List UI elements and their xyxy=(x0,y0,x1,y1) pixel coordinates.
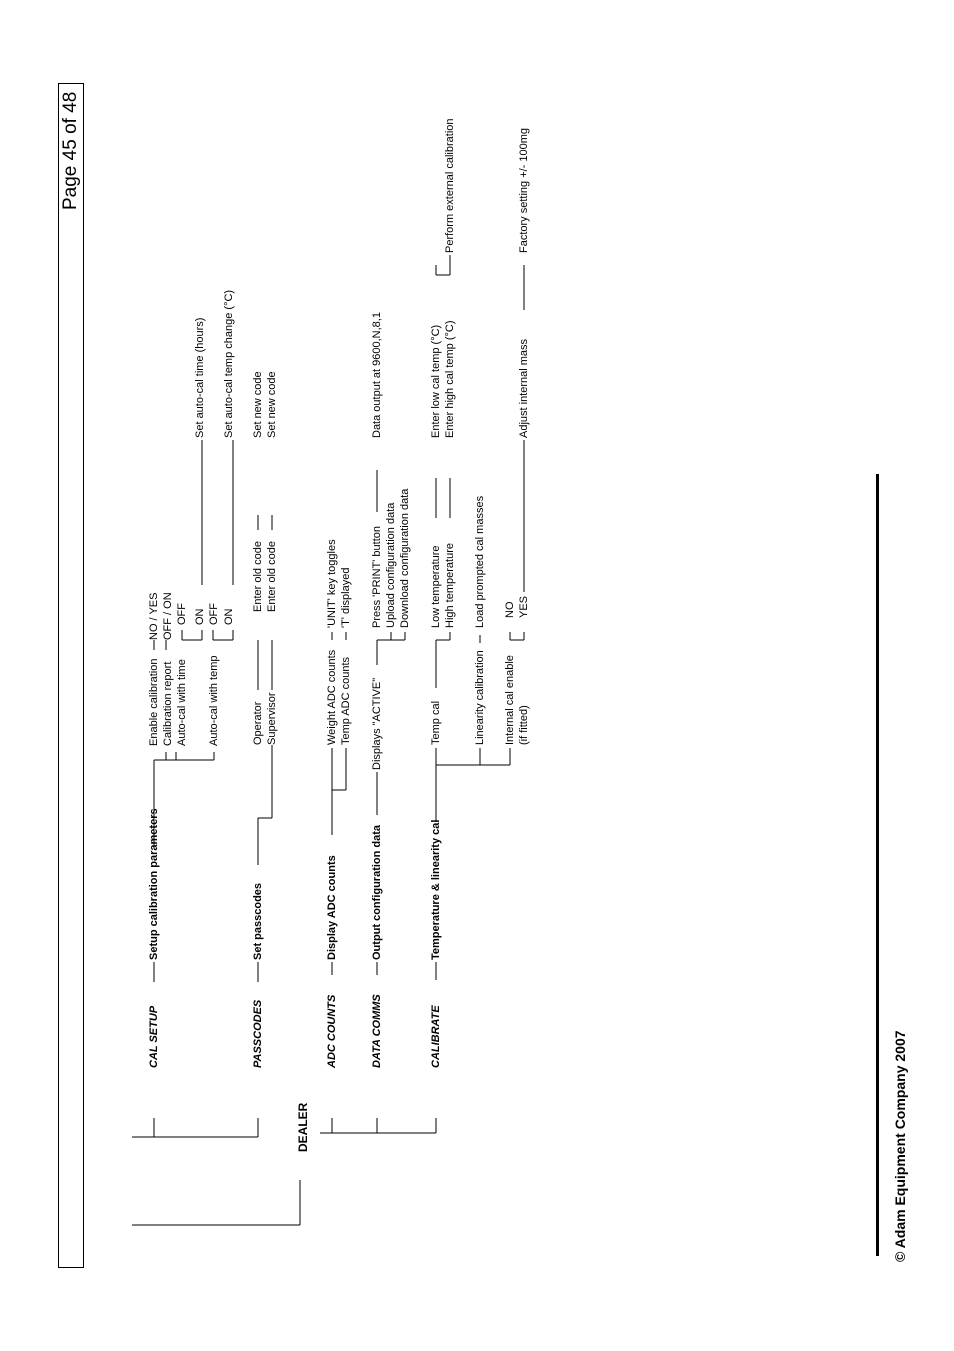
copyright: © Adam Equipment Company 2007 xyxy=(892,1030,908,1262)
operator-new-code: Set new code xyxy=(252,371,264,438)
data-output-format: Data output at 9600,N,8,1 xyxy=(371,312,383,438)
adjust-internal-mass: Adjust internal mass xyxy=(518,338,530,438)
internal-cal-yes: YES xyxy=(518,595,530,618)
autocal-time: Auto-cal with time xyxy=(176,659,188,746)
internal-cal-enable: Internal cal enable xyxy=(504,655,516,745)
adc-counts-desc: Display ADC counts xyxy=(326,855,338,960)
operator-old-code: Enter old code xyxy=(252,541,264,612)
low-temperature: Low temperature xyxy=(430,545,442,628)
supervisor-new-code: Set new code xyxy=(266,371,278,438)
temp-cal: Temp cal xyxy=(430,700,442,745)
high-temp-action: Enter high cal temp (°C) xyxy=(444,320,456,438)
high-temperature: High temperature xyxy=(444,543,456,628)
autocal-time-action: Set auto-cal time (hours) xyxy=(194,317,206,438)
load-cal-masses: Load prompted cal masses xyxy=(474,495,486,628)
calibrate-menu: CALIBRATE xyxy=(430,1005,442,1068)
autocal-temp-action: Set auto-cal temp change (°C) xyxy=(223,289,235,438)
weight-adc-counts: Weight ADC counts xyxy=(326,649,338,745)
dealer-label: DEALER xyxy=(296,1102,310,1152)
internal-cal-note: (if fitted) xyxy=(518,705,530,745)
passcodes-menu: PASSCODES xyxy=(252,999,264,1068)
passcodes-desc: Set passcodes xyxy=(252,882,264,960)
autocal-temp: Auto-cal with temp xyxy=(208,655,220,746)
low-temp-action: Enter low cal temp (°C) xyxy=(430,324,442,438)
displays-active: Displays "ACTIVE" xyxy=(371,677,383,770)
calibration-report: Calibration report xyxy=(162,661,174,746)
autocal-time-on: ON xyxy=(194,608,206,625)
temp-adc-counts: Temp ADC counts xyxy=(340,656,352,745)
data-comms-desc: Output configuration data xyxy=(371,824,383,960)
supervisor-old-code: Enter old code xyxy=(266,541,278,612)
adc-counts-menu: ADC COUNTS xyxy=(326,994,338,1068)
cal-setup-menu: CAL SETUP xyxy=(148,1005,160,1068)
upload-config: Upload configuration data xyxy=(385,502,397,628)
supervisor-item: Supervisor xyxy=(266,692,278,745)
cal-setup-desc: Setup calibration parameters xyxy=(148,808,160,960)
operator-item: Operator xyxy=(252,701,264,745)
calibration-report-value: OFF / ON xyxy=(162,592,174,640)
external-calibration: Perform external calibration xyxy=(444,118,456,253)
press-print-button: Press 'PRINT' button xyxy=(371,525,383,628)
footer-rule xyxy=(876,474,879,1256)
autocal-temp-on: ON xyxy=(223,608,235,625)
page-number: Page 45 of 48 xyxy=(60,91,81,210)
calibrate-desc: Temperature & linearity cal xyxy=(430,819,442,960)
download-config: Download configuration data xyxy=(399,488,411,628)
enable-calibration: Enable calibration xyxy=(148,658,160,746)
autocal-time-off: OFF xyxy=(176,603,188,625)
enable-calibration-value: NO / YES xyxy=(148,592,160,640)
internal-cal-no: NO xyxy=(504,601,516,618)
temp-adc-note: 'T' displayed xyxy=(340,567,352,628)
data-comms-menu: DATA COMMS xyxy=(371,994,383,1068)
weight-adc-note: 'UNIT' key toggles xyxy=(326,539,338,628)
factory-setting: Factory setting +/- 100mg xyxy=(518,127,530,253)
autocal-temp-off: OFF xyxy=(208,603,220,625)
linearity-calibration: Linearity calibration xyxy=(474,650,486,745)
